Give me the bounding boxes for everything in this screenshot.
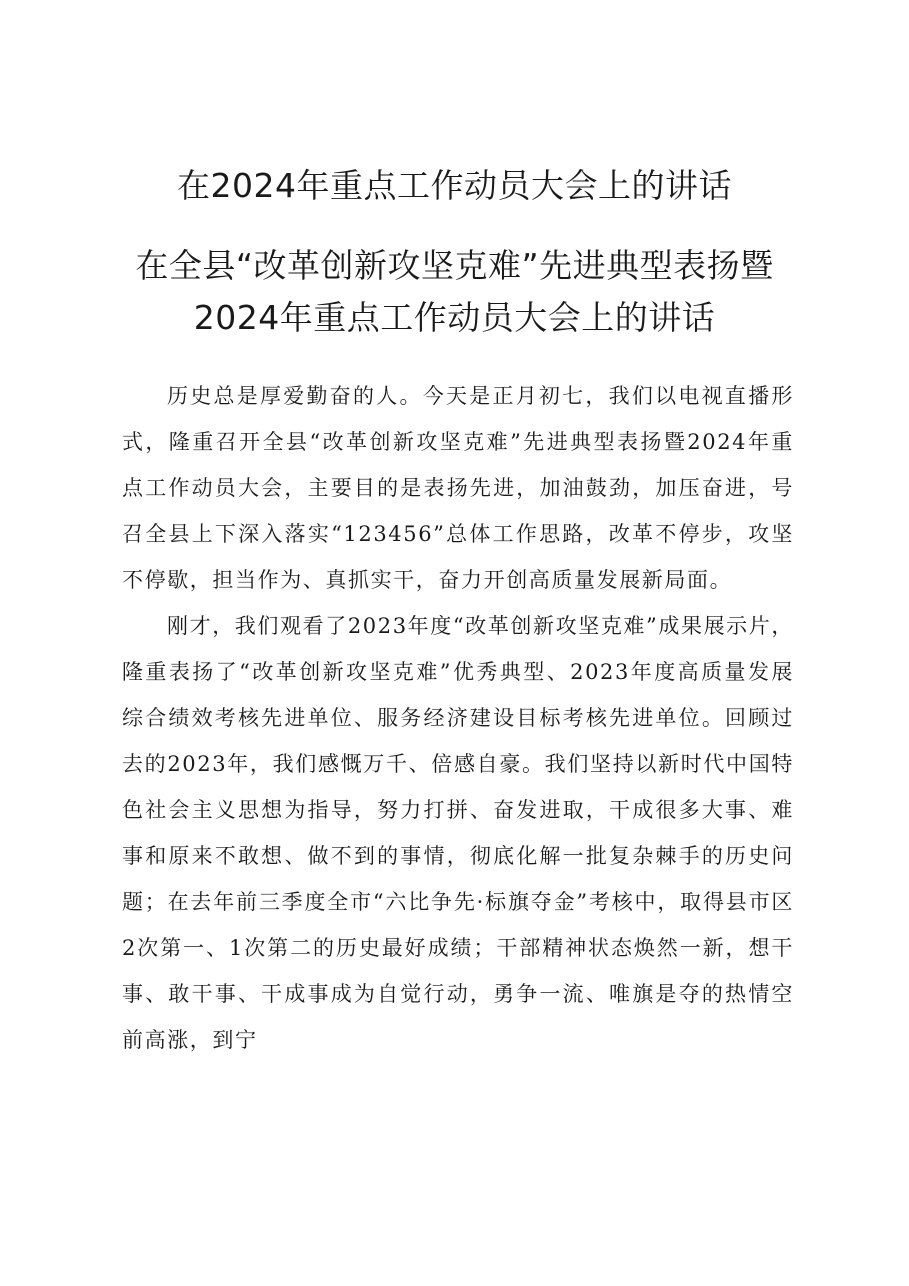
speech-body bbox=[122, 373, 794, 1063]
speech-title-line-1: 在全县“改革创新攻坚克难”先进典型表扬暨 bbox=[135, 246, 774, 285]
document-title: 在2024年重点工作动员大会上的讲话 bbox=[177, 166, 732, 205]
paragraph: 历史总是厚爱勤奋的人。今天是正月初七，我们以电视直播形式，隆重召开全县“改革创新攻坚克难”先进典型表扬暨2024年重点工作动员大会，主要目的是表扬先进，加油鼓劲，加压奋进，号召全县上下深入落实“123456”总体工作思路，改革不停步，攻坚不停歇，担当作为、真抓实干，奋力开创高质量发展新局面。 bbox=[122, 384, 794, 592]
paragraph: 刚才，我们观看了2023年度“改革创新攻坚克难”成果展示片，隆重表扬了“改革创新攻坚克难”优秀典型、2023年度高质量发展综合绩效考核先进单位、服务经济建设目标考核先进单位。回顾过去的2023年，我们感慨万千、倍感自豪。我们坚持以新时代中国特色社会主义思想为指导，努力打拼、奋发进取，干成很多大事、难事和原来不敢想、做不到的事情，彻底化解一批复杂棘手的历史问题；在去年前三季度全市“六比争先·标旗夺金”考核中，取得县市区2次第一、1次第二的历史最好成绩；干部精神状态焕然一新，想干事、敢干事、干成事成为自觉行动，勇争一流、唯旗是夺的热情空前高涨，到宁 bbox=[122, 614, 794, 1052]
speech-title-line-2: 2024年重点工作动员大会上的讲话 bbox=[193, 298, 716, 337]
